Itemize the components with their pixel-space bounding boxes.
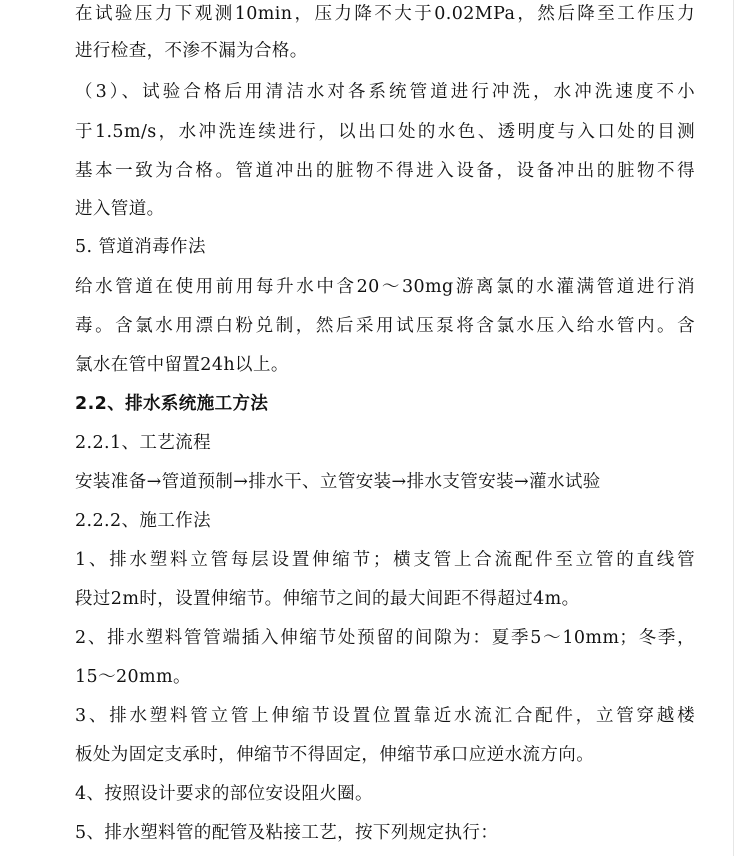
text-line-4: 于1.5m/s，水冲洗连续进行，以出口处的水色、透明度与入口处的目测	[75, 122, 695, 142]
subsection-heading-method: 2.2.2、施工作法	[75, 511, 212, 531]
text-line-17: 2、排水塑料管管端插入伸缩节处预留的间隙为：夏季5～10mm；冬季，	[75, 628, 695, 648]
section-heading-disinfection: 5. 管道消毒作法	[75, 237, 206, 257]
process-flow-line: 安装准备→管道预制→排水干、立管安装→排水支管安装→灌水试验	[75, 472, 601, 492]
subsection-heading-process: 2.2.1、工艺流程	[75, 433, 212, 453]
text-line-15: 1、排水塑料立管每层设置伸缩节；横支管上合流配件至立管的直线管	[75, 550, 695, 570]
text-line-1: 在试验压力下观测10min，压力降不大于0.02MPa，然后降至工作压力	[75, 4, 695, 24]
text-line-5: 基本一致为合格。管道冲出的脏物不得进入设备，设备冲出的脏物不得	[75, 161, 695, 181]
text-line-10: 氯水在管中留置24h以上。	[75, 355, 289, 375]
section-heading-drainage: 2.2、排水系统施工方法	[75, 394, 269, 414]
text-line-6: 进入管道。	[75, 199, 165, 219]
text-line-9: 毒。含氯水用漂白粉兑制，然后采用试压泵将含氯水压入给水管内。含	[75, 316, 695, 336]
text-line-22: 5、排水塑料管的配管及粘接工艺，按下列规定执行：	[75, 823, 499, 843]
page-edge-divider	[733, 0, 734, 856]
text-line-2: 进行检查，不渗不漏为合格。	[75, 41, 308, 61]
text-line-18: 15～20mm。	[75, 667, 191, 687]
text-line-20: 板处为固定支承时，伸缩节不得固定，伸缩节承口应逆水流方向。	[75, 745, 595, 765]
text-line-8: 给水管道在使用前用每升水中含20～30mg游离氯的水灌满管道进行消	[75, 277, 695, 297]
text-line-21: 4、按照设计要求的部位安设阻火圈。	[75, 784, 373, 804]
text-line-3: （3）、试验合格后用清洁水对各系统管道进行冲洗，水冲洗速度不小	[75, 82, 695, 102]
text-line-19: 3、排水塑料管立管上伸缩节设置位置靠近水流汇合配件，立管穿越楼	[75, 706, 695, 726]
text-line-16: 段过2m时，设置伸缩节。伸缩节之间的最大间距不得超过4m。	[75, 589, 580, 609]
